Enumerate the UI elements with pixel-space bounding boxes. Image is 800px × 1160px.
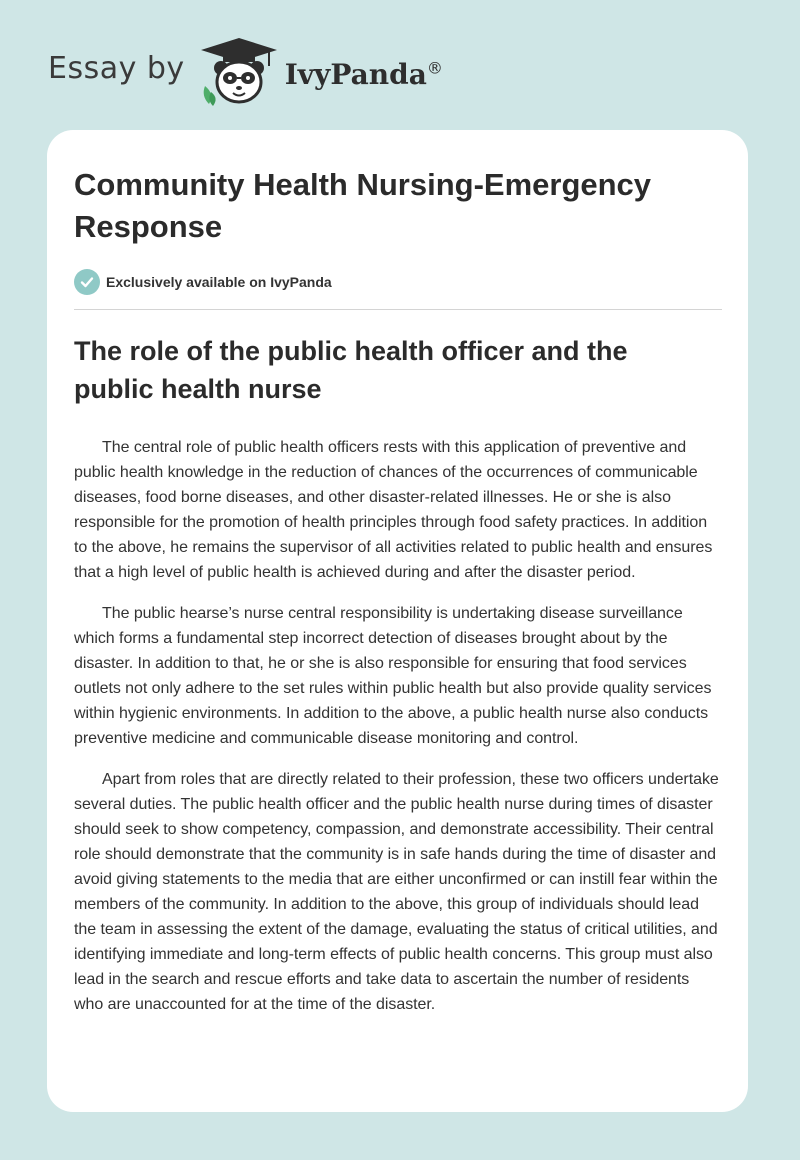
page-title: Community Health Nursing-Emergency Response xyxy=(74,167,652,244)
site-header xyxy=(48,36,443,108)
paragraph: The central role of public health officers rests with this application of preventive and public health knowledge in the reduction of chances of the occurrences of communicable diseases, food borne diseases, and other disaster-related illnesses. He or she is also responsible for the promotion of health principles through food safety practices. In addition to the above, he remains the supervisor of all activities related to public health and ensures that a high level of public health is achieved during and after the disaster period. xyxy=(74,439,713,581)
badge-label: Exclusively available on IvyPanda xyxy=(106,274,332,290)
paragraph: Apart from roles that are directly related to their profession, these two officers undertake several duties. The public health officer and the public health nurse during times of disaster should seek to show competency, compassion, and demonstrate accessibility. Their central role should demonstrate that the community is in safe hands during the time of disaster and avoid giving statements to the media that are either unconfirmed or can instill fear within the members of the community. In addition to the above, this group of individuals should lead the team in assessing the extent of the damage, evaluating the status of critical utilities, and identifying immediate and long-term effects of public health concerns. This group must also lead in the search and rescue efforts and take data to ascertain the number of residents who are unaccounted for at the time of the disaster. xyxy=(74,771,719,1013)
essay-card xyxy=(47,130,748,1112)
essay-by-label: Essay by xyxy=(48,50,185,86)
exclusive-badge xyxy=(74,268,722,296)
section-heading: The role of the public health officer and the public health nurse xyxy=(74,336,628,404)
essay-body xyxy=(74,435,722,1017)
checkmark-icon xyxy=(74,269,100,295)
divider xyxy=(74,309,722,310)
paragraph: The public hearse’s nurse central responsibility is undertaking disease surveillance which forms a fundamental step incorrect detection of diseases brought about by the disaster. In addition to that, he or she is also responsible for ensuring that food services outlets not only adhere to the set rules within public health but also provide quality services within hygienic environments. In addition to the above, a public health nurse also conducts preventive medicine and communicable disease monitoring and control. xyxy=(74,605,712,747)
panda-logo-icon[interactable] xyxy=(199,36,279,108)
brand-name[interactable]: IvyPanda® xyxy=(284,57,443,91)
